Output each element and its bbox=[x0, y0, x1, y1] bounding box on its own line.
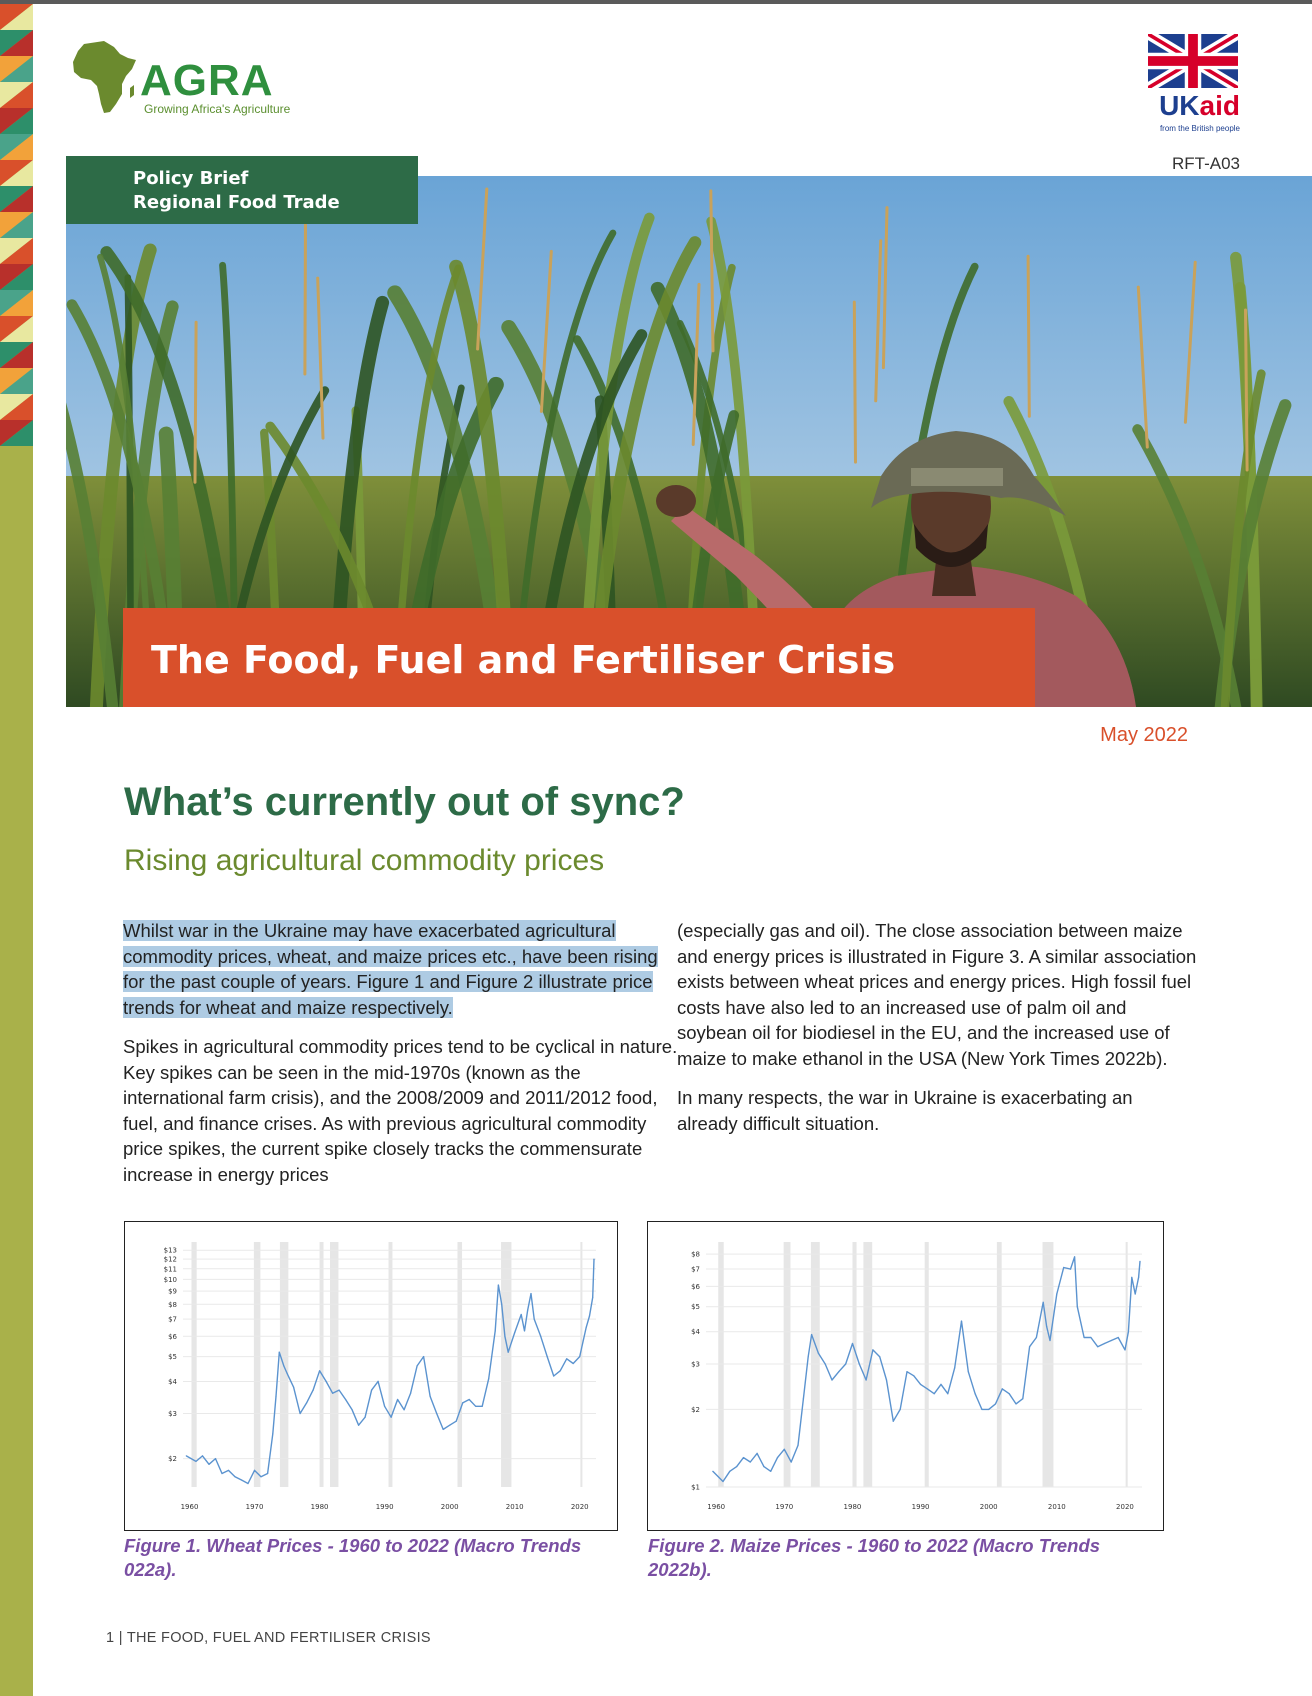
data-point bbox=[872, 1349, 873, 1350]
data-point bbox=[934, 1393, 935, 1394]
data-point bbox=[521, 1314, 522, 1315]
x-tick-label: 1960 bbox=[707, 1503, 726, 1511]
data-point bbox=[995, 1403, 996, 1404]
data-point bbox=[589, 1315, 590, 1316]
data-point bbox=[791, 1461, 792, 1462]
recession-band bbox=[280, 1242, 288, 1487]
data-point bbox=[852, 1343, 853, 1344]
maize-price-chart bbox=[648, 1222, 1162, 1529]
data-point bbox=[757, 1453, 758, 1454]
data-point bbox=[1084, 1337, 1085, 1338]
title-banner bbox=[123, 608, 1035, 707]
data-point bbox=[954, 1367, 955, 1368]
data-point bbox=[981, 1409, 982, 1410]
data-point bbox=[540, 1336, 541, 1337]
data-point bbox=[777, 1457, 778, 1458]
data-point bbox=[811, 1334, 812, 1335]
data-point bbox=[838, 1371, 839, 1372]
recession-band bbox=[320, 1242, 324, 1487]
data-point bbox=[404, 1409, 405, 1410]
recession-band bbox=[1126, 1242, 1128, 1487]
data-point bbox=[859, 1363, 860, 1364]
data-point bbox=[501, 1304, 502, 1305]
data-point bbox=[1056, 1293, 1057, 1294]
data-point bbox=[300, 1413, 301, 1414]
x-tick-label: 1970 bbox=[775, 1503, 794, 1511]
y-tick-label: $5 bbox=[168, 1353, 177, 1362]
y-tick-label: $7 bbox=[168, 1315, 177, 1324]
data-point bbox=[560, 1370, 561, 1371]
data-point bbox=[1139, 1261, 1140, 1262]
data-point bbox=[1015, 1403, 1016, 1404]
data-point bbox=[469, 1399, 470, 1400]
data-point bbox=[391, 1417, 392, 1418]
data-point bbox=[410, 1393, 411, 1394]
data-point bbox=[592, 1297, 593, 1298]
data-point bbox=[508, 1352, 509, 1353]
data-point bbox=[1043, 1302, 1044, 1303]
x-tick-label: 1960 bbox=[180, 1503, 199, 1511]
y-tick-label: $13 bbox=[163, 1246, 177, 1255]
data-point bbox=[345, 1399, 346, 1400]
data-point bbox=[208, 1464, 209, 1465]
data-point bbox=[900, 1409, 901, 1410]
section-heading: What’s currently out of sync? bbox=[124, 780, 685, 824]
y-tick-label: $5 bbox=[691, 1303, 700, 1312]
data-point bbox=[272, 1433, 273, 1434]
data-point bbox=[498, 1285, 499, 1286]
data-point bbox=[736, 1466, 737, 1467]
data-point bbox=[267, 1473, 268, 1474]
x-tick-label: 1970 bbox=[245, 1503, 264, 1511]
data-point bbox=[927, 1388, 928, 1389]
data-point bbox=[488, 1378, 489, 1379]
data-point bbox=[430, 1396, 431, 1397]
recession-band bbox=[501, 1242, 511, 1487]
data-point bbox=[547, 1356, 548, 1357]
data-point bbox=[358, 1425, 359, 1426]
x-tick-label: 2020 bbox=[1116, 1503, 1134, 1511]
data-point bbox=[202, 1455, 203, 1456]
x-tick-label: 2000 bbox=[979, 1503, 998, 1511]
data-point bbox=[1135, 1293, 1136, 1294]
data-point bbox=[879, 1356, 880, 1357]
recession-band bbox=[852, 1242, 856, 1487]
data-point bbox=[1049, 1340, 1050, 1341]
data-point bbox=[352, 1409, 353, 1410]
data-point bbox=[1104, 1343, 1105, 1344]
data-point bbox=[803, 1398, 804, 1399]
figure-1-caption: Figure 1. Wheat Prices - 1960 to 2022 (Macro Trends 022a). bbox=[124, 1535, 582, 1580]
recession-band bbox=[191, 1242, 196, 1487]
recession-band bbox=[457, 1242, 462, 1487]
data-point bbox=[456, 1421, 457, 1422]
x-tick-label: 2020 bbox=[570, 1503, 589, 1511]
data-point bbox=[1131, 1277, 1132, 1278]
data-point bbox=[378, 1381, 379, 1382]
y-tick-label: $2 bbox=[691, 1405, 700, 1414]
data-point bbox=[1128, 1331, 1129, 1332]
africa-map-icon bbox=[70, 38, 140, 116]
y-tick-label: $2 bbox=[168, 1455, 177, 1464]
figure-1-wheat-chart bbox=[124, 1221, 618, 1531]
data-point bbox=[1074, 1256, 1075, 1257]
data-point bbox=[423, 1356, 424, 1357]
data-point bbox=[1118, 1337, 1119, 1338]
union-flag-icon bbox=[1148, 34, 1238, 88]
x-tick-label: 2010 bbox=[505, 1503, 524, 1511]
data-point bbox=[275, 1396, 276, 1397]
y-tick-label: $1 bbox=[691, 1483, 700, 1492]
data-point bbox=[1138, 1277, 1139, 1278]
data-point bbox=[326, 1381, 327, 1382]
data-point bbox=[1090, 1337, 1091, 1338]
x-tick-label: 1990 bbox=[375, 1503, 394, 1511]
ukaid-uk-text: UK bbox=[1159, 90, 1200, 121]
data-point bbox=[482, 1406, 483, 1407]
data-point bbox=[186, 1455, 187, 1456]
ukaid-wordmark bbox=[1148, 90, 1240, 122]
data-point bbox=[287, 1373, 288, 1374]
data-point bbox=[1029, 1346, 1030, 1347]
data-point bbox=[215, 1458, 216, 1459]
data-point bbox=[462, 1402, 463, 1403]
recession-band bbox=[811, 1242, 820, 1487]
data-point bbox=[913, 1375, 914, 1376]
data-point bbox=[283, 1365, 284, 1366]
data-point bbox=[750, 1461, 751, 1462]
data-point bbox=[808, 1356, 809, 1357]
data-point bbox=[530, 1293, 531, 1294]
data-point bbox=[1097, 1346, 1098, 1347]
data-point bbox=[1022, 1398, 1023, 1399]
data-point bbox=[254, 1470, 255, 1471]
highlighted-text: Whilst war in the Ukraine may have exacerbated agricultural commodity prices, wheat, and maize prices etc., have been rising for the past couple of years. Figure 1 and Figure 2 illustrate price trends for wheat and maize respectively. bbox=[123, 920, 658, 1018]
ukaid-logo bbox=[1148, 34, 1240, 134]
data-point bbox=[906, 1371, 907, 1372]
y-tick-label: $11 bbox=[163, 1265, 177, 1274]
y-tick-label: $4 bbox=[168, 1377, 177, 1386]
data-point bbox=[1009, 1393, 1010, 1394]
data-point bbox=[475, 1406, 476, 1407]
y-tick-label: $4 bbox=[691, 1328, 700, 1337]
data-point bbox=[293, 1387, 294, 1388]
data-point bbox=[988, 1409, 989, 1410]
data-point bbox=[504, 1336, 505, 1337]
data-point bbox=[825, 1363, 826, 1364]
y-tick-label: $3 bbox=[691, 1360, 700, 1369]
left-column bbox=[123, 918, 678, 1201]
y-tick-label: $7 bbox=[691, 1265, 700, 1274]
y-tick-label: $9 bbox=[168, 1287, 177, 1296]
data-point bbox=[947, 1393, 948, 1394]
agra-logo bbox=[70, 38, 300, 122]
paragraph-3: (especially gas and oil). The close association between maize and energy prices is illustrated in Figure 3. A similar association exists between wheat prices and energy prices. High fossil fuel costs have also led to an increased use of palm oil and soybean oil for biodiesel in the EU, and the increased use of maize to make ethanol in the USA (New York Times 2022b). bbox=[677, 920, 1197, 1069]
publication-date: May 2022 bbox=[1100, 724, 1188, 746]
data-point bbox=[553, 1375, 554, 1376]
data-point bbox=[365, 1417, 366, 1418]
recession-band bbox=[389, 1242, 393, 1487]
data-point bbox=[443, 1429, 444, 1430]
data-point bbox=[527, 1309, 528, 1310]
paragraph-1 bbox=[123, 918, 678, 1020]
data-point bbox=[968, 1371, 969, 1372]
data-point bbox=[247, 1483, 248, 1484]
data-point bbox=[975, 1393, 976, 1394]
data-point bbox=[1124, 1349, 1125, 1350]
data-point bbox=[306, 1402, 307, 1403]
section-subheading: Rising agricultural commodity prices bbox=[124, 844, 605, 877]
recession-band bbox=[580, 1242, 582, 1487]
data-point bbox=[1036, 1337, 1037, 1338]
agra-tagline: Growing Africa's Agriculture bbox=[144, 102, 291, 116]
data-point bbox=[920, 1384, 921, 1385]
data-point bbox=[722, 1481, 723, 1482]
data-point bbox=[534, 1319, 535, 1320]
data-point bbox=[831, 1379, 832, 1380]
data-point bbox=[566, 1358, 567, 1359]
data-point bbox=[495, 1330, 496, 1331]
data-point bbox=[397, 1399, 398, 1400]
data-point bbox=[1077, 1306, 1078, 1307]
data-point bbox=[797, 1445, 798, 1446]
data-point bbox=[593, 1259, 594, 1260]
badge-line-2: Regional Food Trade bbox=[133, 192, 340, 213]
data-point bbox=[886, 1379, 887, 1380]
data-point bbox=[221, 1473, 222, 1474]
data-point bbox=[234, 1476, 235, 1477]
data-point bbox=[961, 1321, 962, 1322]
paragraph-4: In many respects, the war in Ukraine is exacerbating an already difficult situation. bbox=[677, 1087, 1133, 1134]
x-tick-label: 1990 bbox=[911, 1503, 930, 1511]
recession-band bbox=[1043, 1242, 1054, 1487]
data-point bbox=[514, 1332, 515, 1333]
x-tick-label: 2010 bbox=[1047, 1503, 1066, 1511]
data-point bbox=[1111, 1340, 1112, 1341]
data-point bbox=[1002, 1388, 1003, 1389]
data-point bbox=[417, 1365, 418, 1366]
data-point bbox=[818, 1353, 819, 1354]
data-point bbox=[436, 1413, 437, 1414]
data-point bbox=[332, 1393, 333, 1394]
data-point bbox=[228, 1470, 229, 1471]
recession-band bbox=[925, 1242, 929, 1487]
data-point bbox=[940, 1384, 941, 1385]
page-footer: 1 | THE FOOD, FUEL AND FERTILISER CRISIS bbox=[106, 1630, 431, 1646]
y-tick-label: $12 bbox=[163, 1255, 177, 1264]
data-point bbox=[586, 1327, 587, 1328]
agra-wordmark: AGRA bbox=[140, 56, 274, 105]
data-point bbox=[195, 1461, 196, 1462]
data-point bbox=[313, 1390, 314, 1391]
data-point bbox=[763, 1466, 764, 1467]
data-point bbox=[770, 1471, 771, 1472]
x-tick-label: 1980 bbox=[843, 1503, 862, 1511]
ukaid-aid-text: aid bbox=[1199, 90, 1240, 121]
wheat-price-chart bbox=[125, 1222, 616, 1529]
data-point bbox=[1063, 1267, 1064, 1268]
data-point bbox=[712, 1471, 713, 1472]
data-point bbox=[371, 1390, 372, 1391]
x-tick-label: 2000 bbox=[440, 1503, 459, 1511]
document-code: RFT-A03 bbox=[1171, 154, 1240, 173]
data-point bbox=[729, 1471, 730, 1472]
data-point bbox=[339, 1390, 340, 1391]
data-point bbox=[845, 1363, 846, 1364]
data-point bbox=[1046, 1326, 1047, 1327]
y-tick-label: $6 bbox=[691, 1282, 700, 1291]
data-point bbox=[893, 1421, 894, 1422]
data-point bbox=[866, 1379, 867, 1380]
recession-band bbox=[330, 1242, 338, 1487]
right-column bbox=[677, 918, 1197, 1150]
data-point bbox=[241, 1479, 242, 1480]
recession-band bbox=[997, 1242, 1002, 1487]
data-point bbox=[384, 1406, 385, 1407]
y-tick-label: $8 bbox=[168, 1300, 177, 1309]
data-point bbox=[784, 1449, 785, 1450]
data-point bbox=[524, 1330, 525, 1331]
data-point bbox=[449, 1425, 450, 1426]
x-tick-label: 1980 bbox=[310, 1503, 329, 1511]
y-tick-label: $8 bbox=[691, 1250, 700, 1259]
data-point bbox=[319, 1370, 320, 1371]
ukaid-subtitle: from the British people bbox=[1159, 124, 1240, 133]
paragraph-2: Spikes in agricultural commodity prices tend to be cyclical in nature. Key spikes can be seen in the mid-1970s (known as the international farm crisis), and the 2008/2009 and 2011/2012 food, fuel, and finance crises. As with previous agricultural commodity price spikes, the current spike closely tracks the commensurate increase in energy prices bbox=[123, 1036, 678, 1185]
data-point bbox=[573, 1363, 574, 1364]
figure-2-caption: Figure 2. Maize Prices - 1960 to 2022 (Macro Trends 2022b). bbox=[648, 1535, 1101, 1580]
data-point bbox=[1070, 1269, 1071, 1270]
document-title: The Food, Fuel and Fertiliser Crisis bbox=[151, 638, 896, 682]
y-tick-label: $3 bbox=[168, 1409, 177, 1418]
data-point bbox=[743, 1457, 744, 1458]
recession-band bbox=[254, 1242, 261, 1487]
recession-band bbox=[718, 1242, 723, 1487]
recession-band bbox=[863, 1242, 872, 1487]
data-point bbox=[579, 1356, 580, 1357]
top-border bbox=[0, 0, 1312, 4]
side-pattern bbox=[0, 4, 33, 456]
y-tick-label: $10 bbox=[163, 1275, 177, 1284]
badge-line-1: Policy Brief bbox=[133, 168, 249, 189]
policy-brief-badge bbox=[66, 156, 418, 224]
y-tick-label: $6 bbox=[168, 1332, 177, 1341]
data-point bbox=[279, 1352, 280, 1353]
figure-2-maize-chart bbox=[647, 1221, 1164, 1531]
data-point bbox=[260, 1476, 261, 1477]
